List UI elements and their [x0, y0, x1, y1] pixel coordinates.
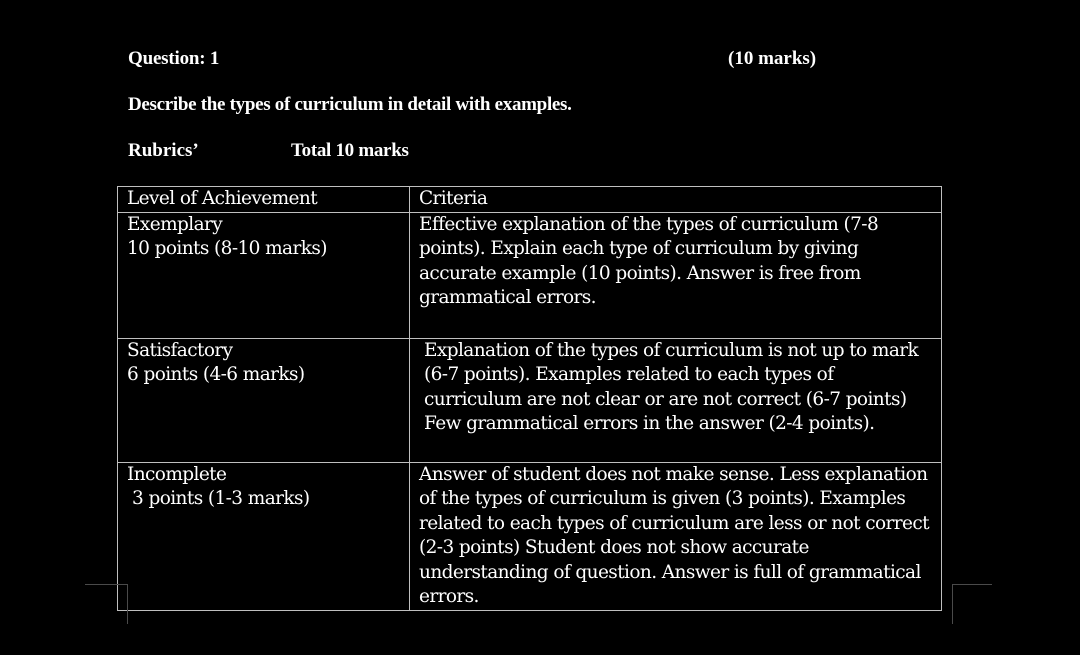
page-footer-line-right	[952, 584, 992, 585]
level-points: 10 points (8-10 marks)	[127, 238, 327, 259]
question-title: Question: 1	[128, 48, 220, 69]
table-row	[118, 338, 942, 462]
page-footer-tick-right	[952, 584, 953, 624]
level-cell	[118, 338, 410, 462]
table-row	[118, 212, 942, 338]
table-row	[118, 462, 942, 610]
level-name: Incomplete	[127, 463, 227, 485]
header-criteria	[410, 187, 942, 213]
rubrics-label: Rubrics’	[128, 140, 199, 161]
criteria-text: Effective explanation of the types of curriculum (7-8 points). Explain each type of curriculum by giving accurate example (10 points). Answer is free from grammatical errors.	[419, 213, 879, 308]
question-marks: (10 marks)	[728, 48, 817, 69]
page-footer-tick-left	[127, 584, 128, 624]
level-points: 3 points (1-3 marks)	[132, 488, 310, 509]
rubric-table	[117, 186, 942, 611]
level-name: Exemplary	[127, 213, 223, 235]
header-level-label: Level of Achievement	[127, 188, 318, 209]
table-header-row	[118, 187, 942, 213]
header-level	[118, 187, 410, 213]
level-cell	[118, 462, 410, 610]
criteria-text: Answer of student does not make sense. Less explanation of the types of curriculum is given (3 points). Examples related to each types of curriculum are less or not correct (2-3 points) Student does not show accurate understanding of question. Answer is full of grammatical errors.	[419, 463, 929, 607]
question-text: Describe the types of curriculum in detail with examples.	[128, 94, 572, 115]
level-name: Satisfactory	[127, 339, 233, 361]
page-footer-line-left	[85, 584, 127, 585]
level-cell	[118, 212, 410, 338]
criteria-text: Explanation of the types of curriculum is not up to mark (6-7 points). Examples related to each types of curriculum are not clear or are not correct (6-7 points) Few grammatical errors in the answer (2-4 points).	[424, 339, 919, 434]
header-criteria-label: Criteria	[419, 188, 488, 209]
criteria-cell	[410, 338, 942, 462]
level-points: 6 points (4-6 marks)	[127, 364, 305, 385]
total-marks: Total 10 marks	[291, 140, 409, 161]
criteria-cell	[410, 212, 942, 338]
criteria-cell	[410, 462, 942, 610]
